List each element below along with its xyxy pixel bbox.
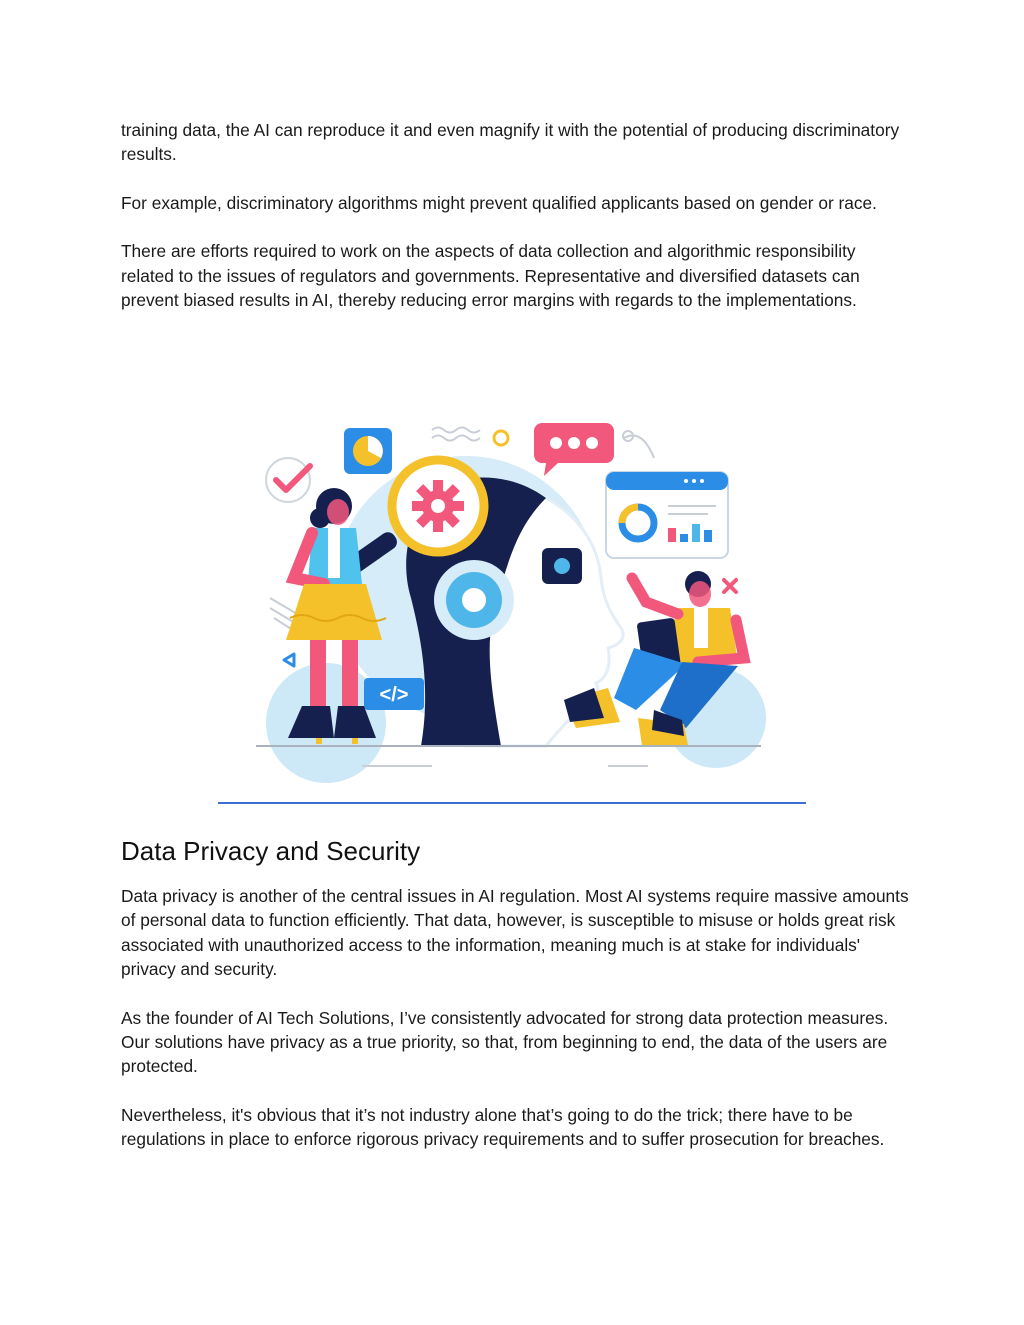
section-paragraph-1: Data privacy is another of the central issues in AI regulation. Most AI systems require massive amounts of personal data to function efficiently. That data, however, is susceptible to misuse or holds great risk associated with unauthorized access to the information, meaning much is at stake for individuals' privacy and security.	[121, 886, 909, 980]
intro-paragraph-2: For example, discriminatory algorithms might prevent qualified applicants based on gender or race.	[121, 192, 877, 213]
section-paragraph-2: As the founder of AI Tech Solutions, I’ve consistently advocated for strong data protection measures. Our solutions have privacy as a true priority, so that, from beginning to end, the data of the users are protected.	[121, 1007, 889, 1077]
section-title: Data Privacy and Security	[121, 836, 421, 866]
ai-regulation-illustration	[216, 388, 808, 806]
section-body	[121, 884, 911, 1176]
checkmark-icon	[266, 458, 310, 502]
intro-text-block	[121, 118, 911, 312]
code-tag-text: </>	[379, 684, 409, 706]
intro-paragraph-3: There are efforts required to work on the aspects of data collection and algorithmic responsibility related to the issues of regulators and governments. Representative and diversified datasets can prevent biased results in AI, thereby reducing error margins with regards to the implementations.	[121, 241, 860, 311]
section-paragraph-3: Nevertheless, it's obvious that it’s not industry alone that’s going to do the trick; there have to be regulations in place to enforce rigorous privacy requirements and to suffer prosecution for breaches.	[121, 1104, 885, 1150]
intro-paragraph-1: training data, the AI can reproduce it and even magnify it with the potential of producing discriminatory results.	[121, 120, 900, 165]
